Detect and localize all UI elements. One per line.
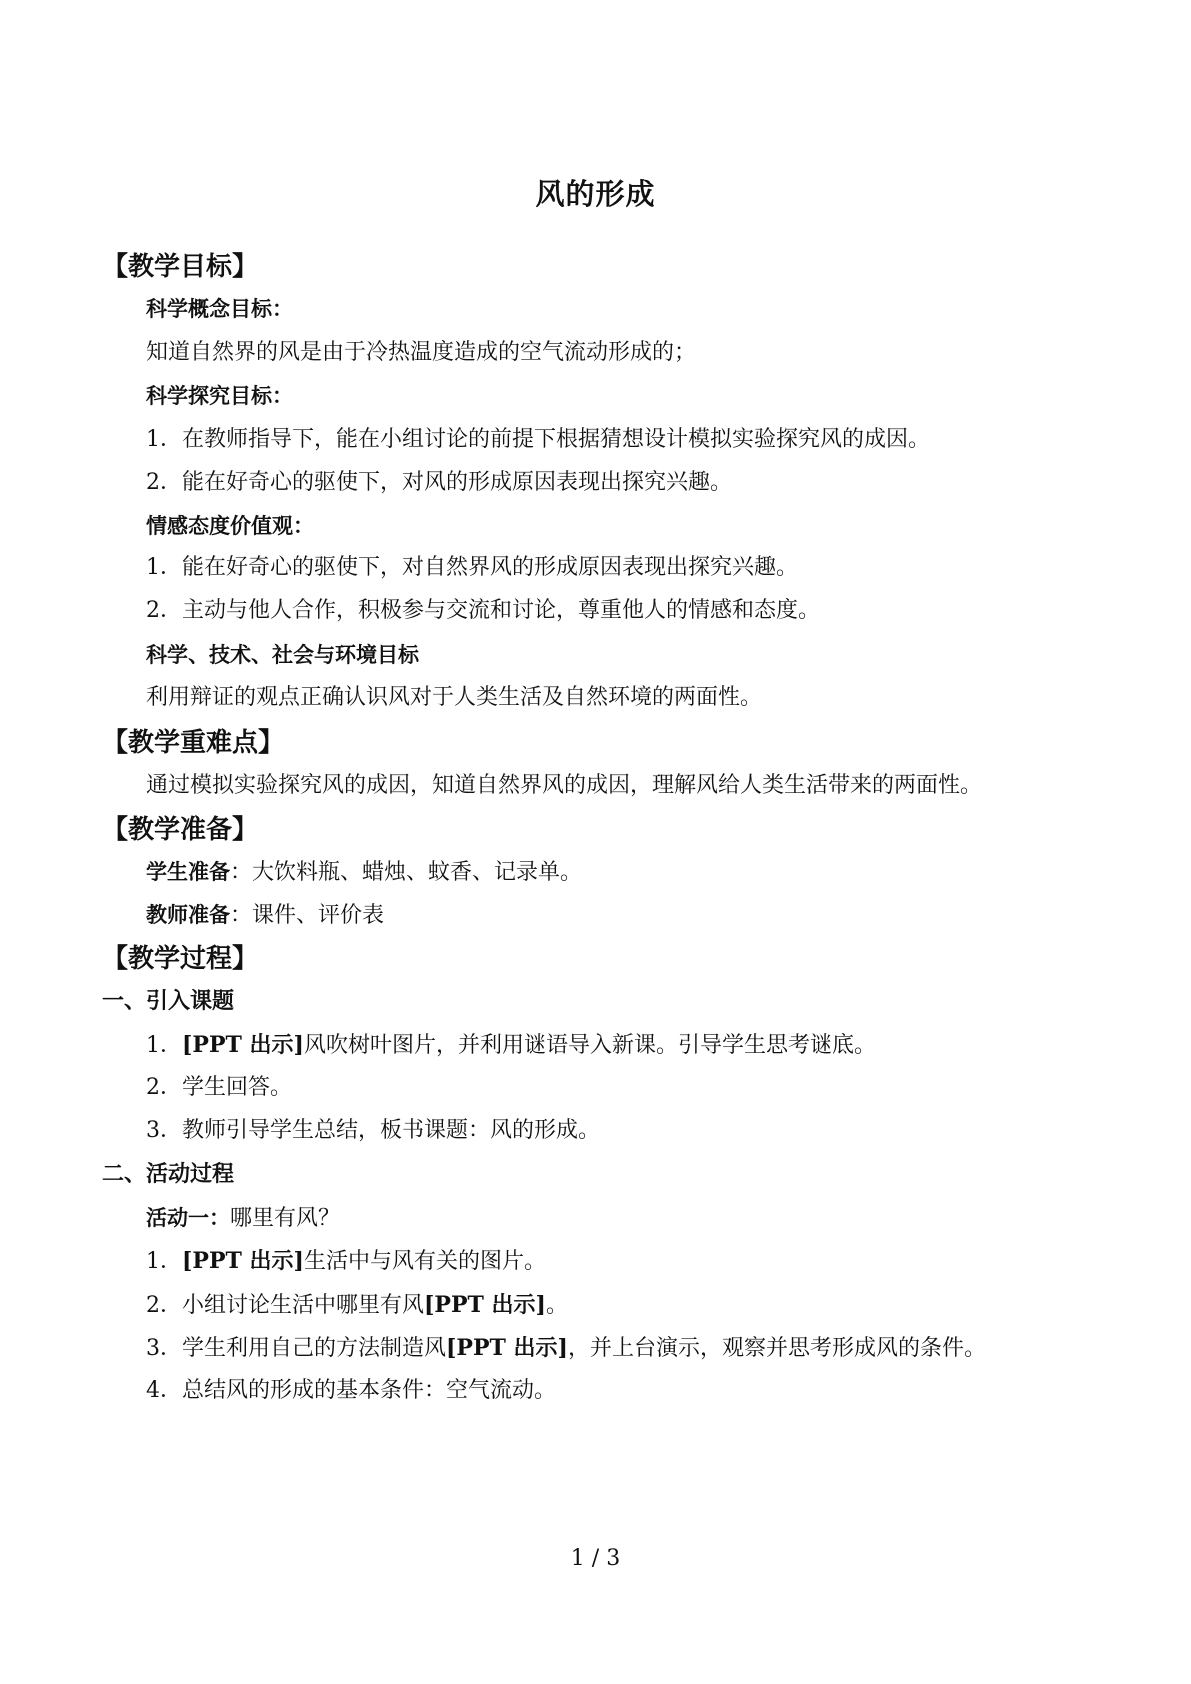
intro-item — [146, 1073, 292, 1103]
intro-heading: 一、引入课题 — [102, 989, 235, 1014]
item-number: 1． — [146, 1249, 182, 1274]
item-number: 2． — [146, 1293, 182, 1318]
page-number: 1 / 3 — [570, 1546, 621, 1571]
activity-one-text: 哪里有风？ — [230, 1206, 341, 1231]
attitude-goal-item: 2．主动与他人合作，积极参与交流和讨论，尊重他人的情感和态度。 — [146, 598, 820, 623]
concept-goal-label: 科学概念目标： — [146, 297, 293, 321]
key-points-text: 通过模拟实验探究风的成因，知道自然界风的成因，理解风给人类生活带来的两面性。 — [146, 773, 983, 798]
item-text-pre: 小组讨论生活中哪里有风 — [182, 1293, 425, 1318]
ppt-tag: [PPT 出示] — [424, 1292, 546, 1318]
ppt-tag: [PPT 出示] — [446, 1335, 568, 1361]
ppt-tag: [PPT 出示] — [182, 1032, 304, 1058]
heading-teaching-prep: 【教学准备】 — [102, 815, 259, 845]
item-text: 学生回答。 — [182, 1075, 293, 1100]
heading-teaching-process: 【教学过程】 — [102, 944, 259, 974]
item-number: 2． — [146, 1075, 182, 1100]
item-text: 教师引导学生总结，板书课题：风的形成。 — [182, 1118, 601, 1143]
activity-heading: 二、活动过程 — [102, 1162, 235, 1187]
attitude-goal-label: 情感态度价值观： — [146, 514, 314, 538]
item-number: 3． — [146, 1118, 182, 1143]
stse-goal-label: 科学、技术、社会与环境目标 — [146, 643, 419, 667]
item-text: 风吹树叶图片，并利用谜语导入新课。引导学生思考谜底。 — [303, 1033, 876, 1058]
heading-key-points: 【教学重难点】 — [102, 728, 285, 758]
teacher-prep-label: 教师准备 — [146, 903, 230, 927]
inquiry-goal-item: 2．能在好奇心的驱使下，对风的形成原因表现出探究兴趣。 — [146, 470, 732, 495]
activity-item — [146, 1333, 986, 1364]
item-text-pre: 学生利用自己的方法制造风 — [182, 1336, 447, 1361]
intro-item — [146, 1116, 600, 1146]
activity-item — [146, 1246, 546, 1277]
concept-goal-text: 知道自然界的风是由于冷热温度造成的空气流动形成的； — [146, 340, 697, 365]
item-text: 总结风的形成的基本条件：空气流动。 — [182, 1378, 557, 1403]
item-number: 4． — [146, 1378, 182, 1403]
activity-item — [146, 1290, 568, 1321]
attitude-goal-item: 1．能在好奇心的驱使下，对自然界风的形成原因表现出探究兴趣。 — [146, 555, 798, 580]
page-title: 风的形成 — [535, 177, 656, 211]
item-number: 3． — [146, 1336, 182, 1361]
inquiry-goal-item: 1．在教师指导下，能在小组讨论的前提下根据猜想设计模拟实验探究风的成因。 — [146, 427, 930, 452]
activity-one-label: 活动一： — [146, 1206, 230, 1230]
teacher-prep-text: ：课件、评价表 — [230, 903, 385, 928]
teacher-prep-line — [146, 900, 384, 931]
stse-goal-text: 利用辩证的观点正确认识风对于人类生活及自然环境的两面性。 — [146, 685, 763, 710]
ppt-tag: [PPT 出示] — [182, 1248, 304, 1274]
item-text: 。 — [545, 1293, 568, 1318]
inquiry-goal-label: 科学探究目标： — [146, 384, 293, 408]
intro-item — [146, 1030, 876, 1061]
item-text: 生活中与风有关的图片。 — [303, 1249, 546, 1274]
item-text: ，并上台演示，观察并思考形成风的条件。 — [567, 1336, 986, 1361]
activity-item — [146, 1376, 556, 1406]
student-prep-label: 学生准备 — [146, 860, 230, 884]
student-prep-line — [146, 857, 582, 888]
item-number: 1． — [146, 1033, 182, 1058]
heading-teaching-goals: 【教学目标】 — [102, 252, 259, 282]
student-prep-text: ：大饮料瓶、蜡烛、蚊香、记录单。 — [230, 860, 583, 885]
activity-one-line — [146, 1203, 340, 1234]
